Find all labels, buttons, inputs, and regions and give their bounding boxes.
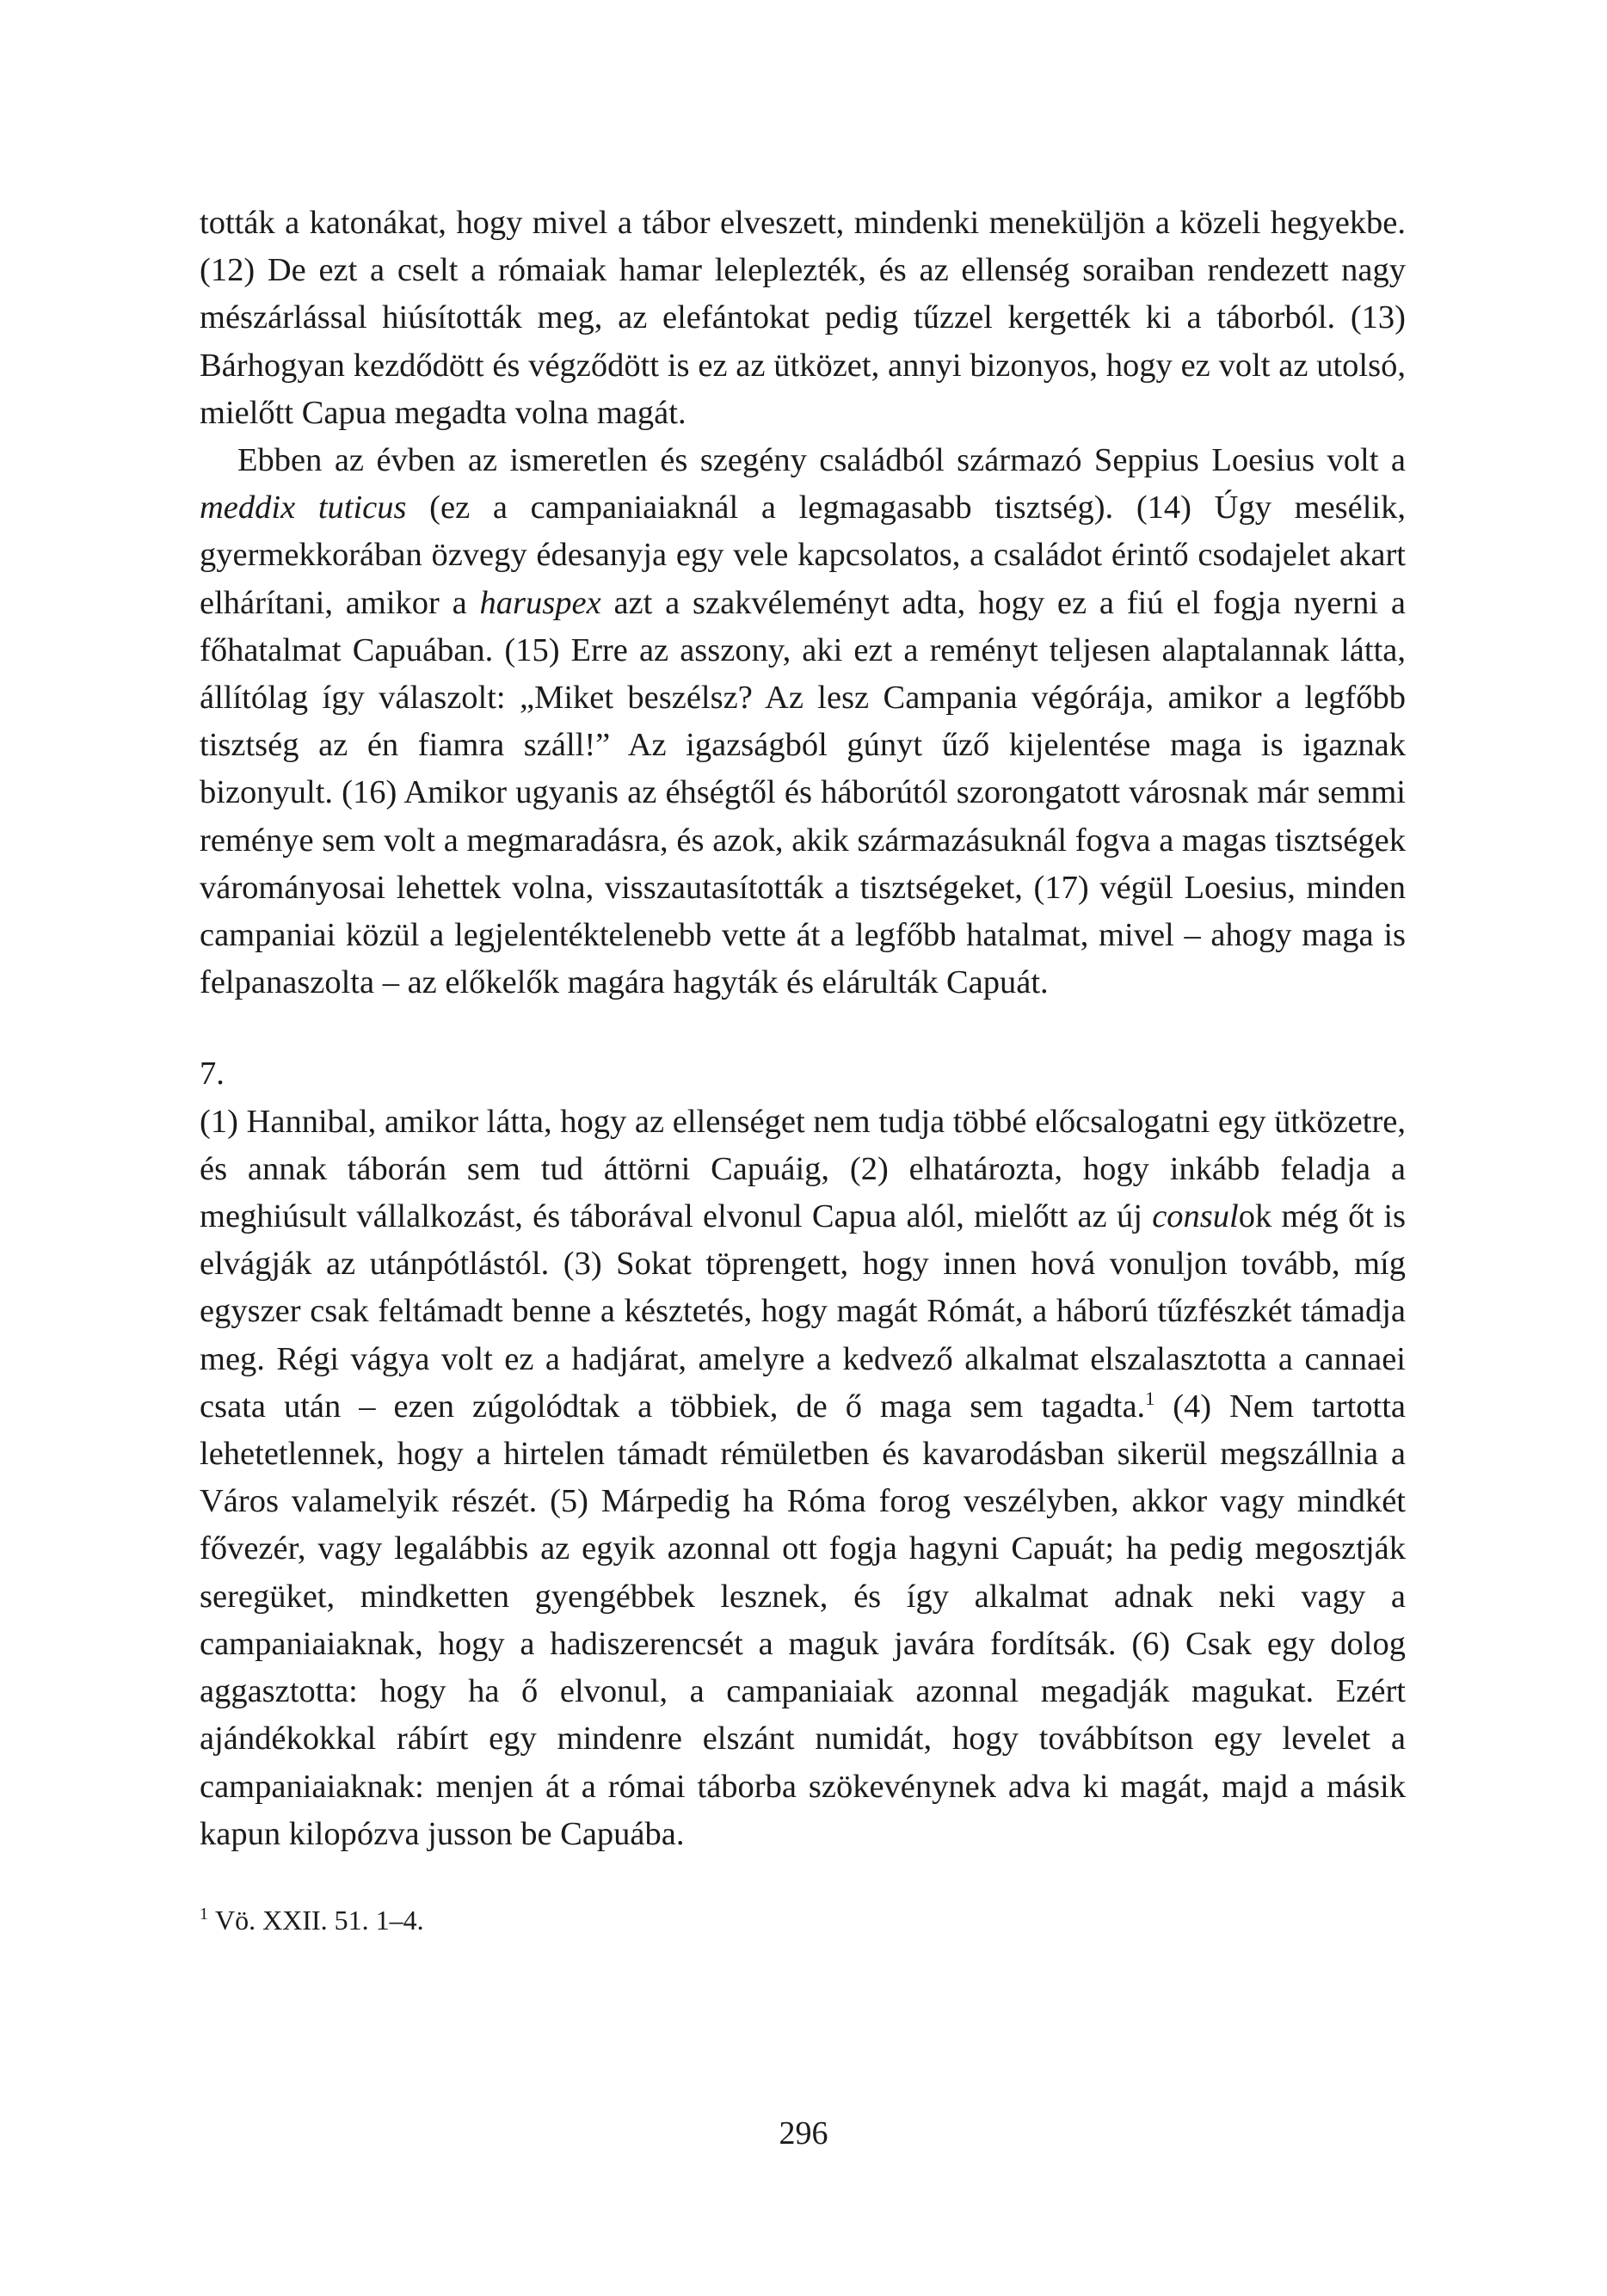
italic-term: consul xyxy=(1152,1198,1239,1235)
text-run: tották a katonákat, hogy mivel a tábor elveszett, mindenki meneküljön a közeli hegyekbe. (12) De ezt a cselt a rómaiak hamar leleplezték, és az ellenség soraiban rendezett nagy mészárlással hiúsították meg, az elefántokat pedig tűzzel kergették ki a táborból. (13) Bárhogyan kezdődött és végződött is ez az ütközet, annyi bizonyos, hogy ez volt az utolsó, mielőtt Capua megadta volna magát. xyxy=(200,205,1406,431)
page-number: 296 xyxy=(779,2115,828,2151)
text-run: (1) Hannibal, amikor látta, hogy az ellenséget nem tudja többé előcsalogatni egy ütközetre, és annak táborán sem tud áttörni Capuáig, (2) elhatározta, hogy inkább feladja a meghiúsult vállalkozást, és táborával elvonul Capua alól, mielőtt az új xyxy=(200,1103,1406,1235)
book-page xyxy=(200,200,1406,1939)
paragraph-seppius-loesius xyxy=(200,437,1406,1006)
text-run: (ez a campaniaiaknál a legmagasabb tisztség). (14) Úgy mesélik, gyermekkorában özvegy édesanyja egy vele kapcsolatos, a családot érintő csodajelet akart elhárítani, amikor a xyxy=(200,489,1406,621)
italic-term: haruspex xyxy=(479,584,601,621)
footnote-text: Vö. XXII. 51. 1–4. xyxy=(215,1904,424,1936)
footnote-reference: 1 xyxy=(1145,1388,1155,1410)
chapter-number: 7. xyxy=(200,1056,225,1093)
text-run: azt a szakvéleményt adta, hogy ez a fiú el fogja nyerni a főhatalmat Capuában. (15) Erre az asszony, aki ezt a reményt teljesen alaptalannak látta, állítólag így válaszolt: „Miket beszélsz? Az lesz Campania végórája, amikor a legfőbb tisztség az én fiamra száll!” Az igazságból gúnyt űző kijelentése maga is igaznak bizonyult. (16) Amikor ugyanis az éhségtől és háborútól szorongatott városnak már semmi reménye sem volt a megmaradásra, és azok, akik származásuknál fogva a magas tisztségek várományosai lehettek volna, visszautasították a tisztségeket, (17) végül Loesius, minden campaniai közül a legjelentéktelenebb vette át a legfőbb hatalmat, mivel – ahogy maga is felpanaszolta – az előkelők magára hagyták és elárulták Capuát. xyxy=(200,584,1406,1001)
footnote xyxy=(200,1901,1406,1939)
text-run: Ebben az évben az ismeretlen és szegény családból származó Seppius Loesius volt a xyxy=(237,442,1406,479)
text-run: (4) Nem tartotta lehetetlennek, hogy a hirtelen támadt rémületben és kavarodásban sikerül megszállnia a Város valamelyik részét. (5) Márpedig ha Róma forog veszélyben, akkor vagy mindkét fővezér, vagy legalábbis az egyik azonnal ott fogja hagyni Capuát; ha pedig megosztják seregüket, mindketten gyengébbek lesznek, és így alkalmat adnak neki vagy a campaniaiaknak, hogy a hadiszerencsét a maguk javára fordítsák. (6) Csak egy dolog aggasztotta: hogy ha ő elvonul, a campaniaiak azonnal megadják magukat. Ezért ajándékokkal rábírt egy mindenre elszánt numidát, hogy továbbítson egy levelet a campaniaiaknak: menjen át a római táborba szökevénynek adva ki magát, majd a másik kapun kilopózva jusson be Capuába. xyxy=(200,1388,1406,1852)
paragraph-continuation xyxy=(200,200,1406,437)
footnote-marker: 1 xyxy=(200,1905,208,1924)
italic-term: meddix tuticus xyxy=(200,489,407,526)
paragraph-hannibal xyxy=(200,1099,1406,1858)
text-run: ok még őt is elvágják az utánpótlástól. (3) Sokat töprengett, hogy innen hová vonuljon tovább, míg egyszer csak feltámadt benne a késztetés, hogy magát Rómát, a háború tűzfészkét támadja meg. Régi vágya volt ez a hadjárat, amelyre a kedvező alkalmat elszalasztotta a cannaei csata után – ezen zúgolódtak a többiek, de ő maga sem tagadta. xyxy=(200,1198,1406,1425)
section-gap xyxy=(200,1006,1406,1050)
